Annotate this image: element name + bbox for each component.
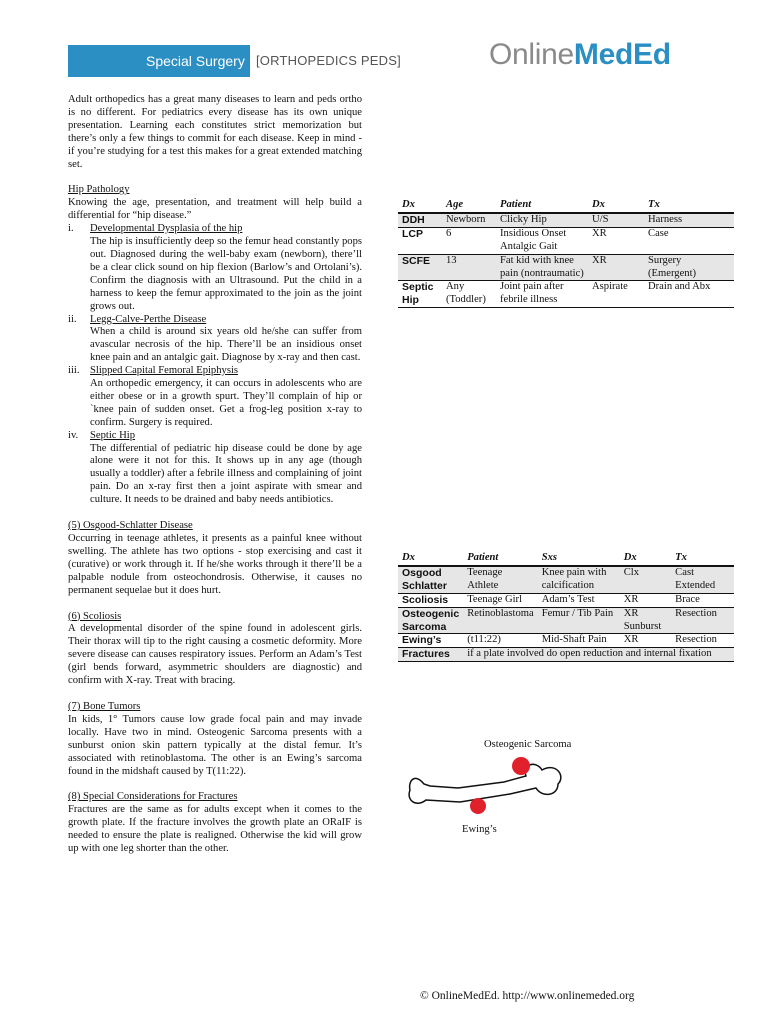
table-header: Tx [671,552,734,566]
hip-item-title: ii. Legg-Calve-Perthe Disease [68,313,207,325]
hip-item-title: iii. Slipped Capital Femoral Epiphysis [68,365,239,377]
table-row: Osteogenic Sarcoma Retinoblastoma Femur / Tib Pain XR Sunburst Resection [398,607,734,634]
table-row: Ewing’s (t11:22) Mid-Shaft Pain XR Resection [398,634,734,648]
hip-item-text: An orthopedic emergency, it can occurs in adolescents who are either obese or in a growth spurt. They’ll complain of hip or `knee pain of sudden onset. Get a frog-leg position x-ray to confirm. Surgery is required. [90,378,362,428]
table-row: Fractures if a plate involved do open reduction and internal fixation [398,648,734,662]
table-header: Age [442,199,496,213]
peds-ortho-table [398,552,734,662]
osgood-heading: (5) Osgood-Schlatter Disease [68,520,193,532]
fractures-text: Fractures are the same as for adults except when it comes to the growth plate. If the fracture involves the growth plate an ORaIF is needed to ensure the plate is realigned. Otherwise the kid will grow up with one leg shorter than the other. [68,804,362,855]
fractures-heading: (8) Special Considerations for Fractures [68,791,238,803]
hip-heading: Hip Pathology [68,184,130,196]
hip-item-text: The differential of pediatric hip disease could be done by age alone were it not for this. It shows up in any age (though usually a toddler) after a febrile illness and complaining of joint pain. Do an x-ray first then a joint aspirate with smear and culture. It needs to be drained and baby needs antibiotics. [90,442,362,506]
table-row: Osgood Schlatter Teenage Athlete Knee pain with calcification Clx Cast Extended [398,566,734,593]
scoliosis-text: A developmental disorder of the spine found in adolescent girls. Their thorax will tip to the right causing a cosmetic deformity. More severe disease can causes respiratory issues. Perform an Adam’s Test (girl bends forward, asymmetric shoulders are diagnostic) and confirm with X-ray. Treat with bracing. [68,623,362,687]
intro-paragraph: Adult orthopedics has a great many diseases to learn and peds ortho is no different. For pediatrics every disease has its own unique presentation. Learning each constitutes strict memorization but there’s only a few things to commit for each disease. Keep in mind - if you’re studying for a test this makes for a great extended matching set. [68,94,362,170]
onlinemeded-logo: OnlineMedEd [489,38,671,71]
bone-tumors-text: In kids, 1° Tumors cause low grade focal pain and may invade locally. Have two in mind. Osteogenic Sarcoma presents with a sunburst onion skin pattern typically at the distal femur. It’s associated with retinoblastoma. The other is an Ewing’s sarcoma found in the midshaft caused by T(11:22). [68,713,362,777]
ewings-sarcoma-tumor [470,798,486,814]
table-header: Patient [463,552,538,566]
osteogenic-sarcoma-tumor [512,757,530,775]
table-row: DDH Newborn Clicky Hip U/S Harness [398,213,734,227]
ewings-label: Ewing’s [462,824,497,835]
table-header: Sxs [538,552,620,566]
hip-intro: Knowing the age, presentation, and treatment will help build a differential for “hip disease.” [68,197,362,222]
bone-tumors-heading: (7) Bone Tumors [68,700,141,712]
header-subtitle: [ORTHOPEDICS PEDS] [256,53,401,68]
scoliosis-heading: (6) Scoliosis [68,610,122,622]
hip-table [398,199,734,308]
footer-copyright: © OnlineMedEd. http://www.onlinemeded.org [420,990,635,1002]
table-header: Tx [644,199,734,213]
hip-item-title: i. Developmental Dysplasia of the hip [68,223,243,235]
table-header: Dx [620,552,671,566]
left-column [68,94,362,856]
table-header: Dx [588,199,644,213]
table-row: LCP 6 Insidious Onset Antalgic Gait XR Case [398,227,734,254]
hip-item-text: The hip is insufficiently deep so the femur head constantly pops out. Diagnosed during the well-baby exam (newborn), there’ll be a clear click sound on hip flexion (Barlow’s and Ortolani’s). Confirm the diagnosis with an Ultrasound. Put the child in a harness to keep the femur approximated to the join as the joint grows out. [90,236,362,312]
table-header: Patient [496,199,588,213]
table-row: Septic Hip Any (Toddler) Joint pain after febrile illness Aspirate Drain and Abx [398,281,734,308]
header-title: Special Surgery [146,53,245,69]
table-row: SCFE 13 Fat kid with knee pain (nontraumatic) XR Surgery (Emergent) [398,254,734,281]
osgood-text: Occurring in teenage athletes, it presents as a painful knee without swelling. The athlete has two options - stop exercising and cast it (curative) or work through it. If he/she works through it there’ll be a palpable nodule from osteochondrosis. Otherwise, it causes no permanent sequelae but it does hurt. [68,533,362,596]
bone-illustration [400,752,570,824]
hip-item-title: iv. Septic Hip [68,429,136,441]
table-header: Dx [398,552,463,566]
table-header: Dx [398,199,442,213]
table-row: Scoliosis Teenage Girl Adam’s Test XR Brace [398,593,734,607]
osteogenic-sarcoma-label: Osteogenic Sarcoma [484,739,572,750]
hip-item-text: When a child is around six years old he/she can suffer from avascular necrosis of the hip. There’ll be an insidious onset knee pain and an antalgic gait. Diagnose by x-ray and then cast. [90,326,362,364]
